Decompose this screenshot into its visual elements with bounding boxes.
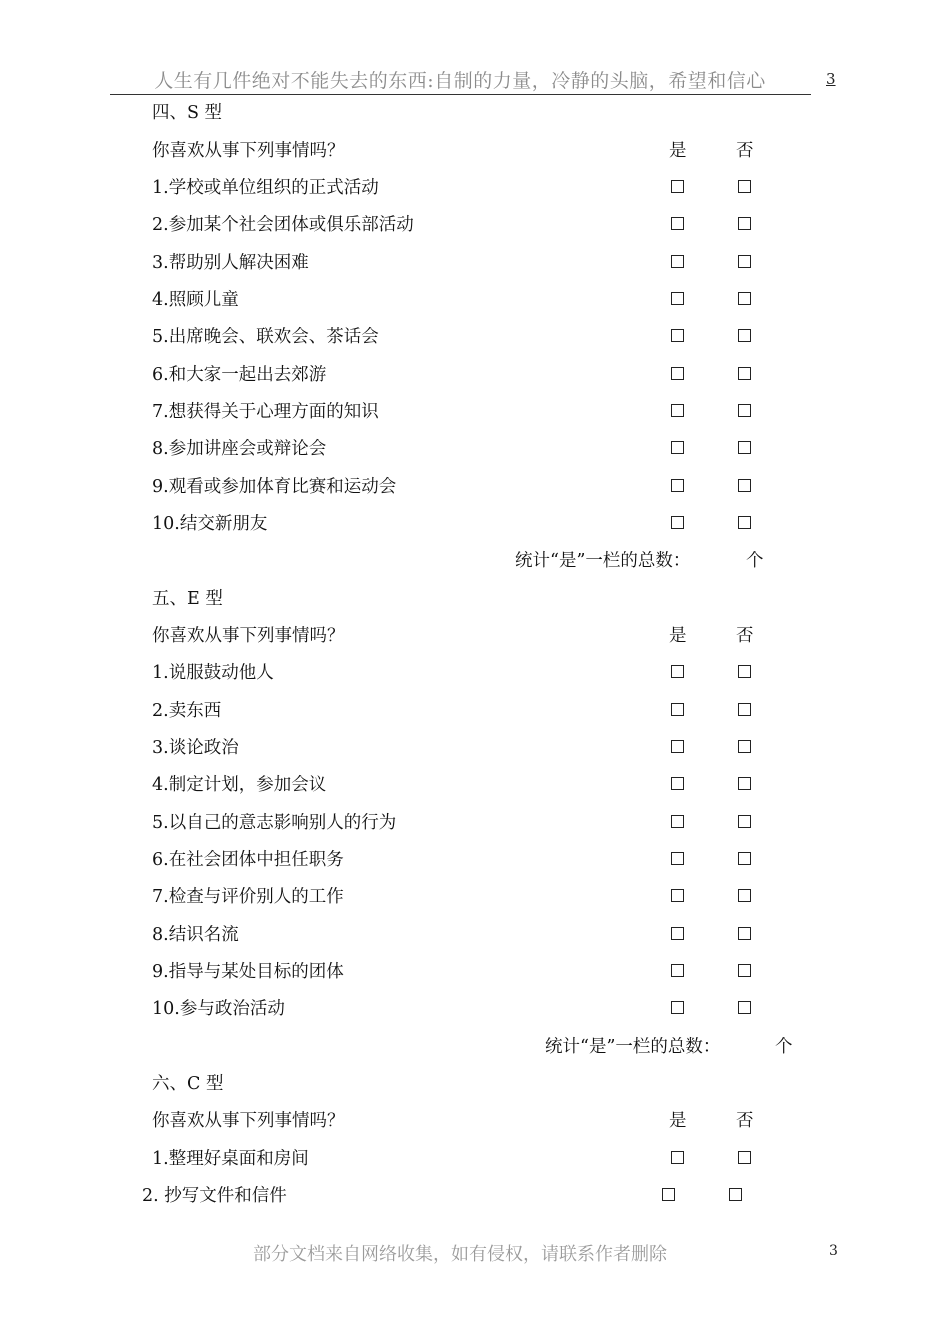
list-item: 10.参与政治活动 xyxy=(152,999,285,1019)
column-no-header: 否 xyxy=(736,626,754,646)
no-checkbox[interactable] xyxy=(738,329,751,342)
column-yes-header: 是 xyxy=(669,626,687,646)
no-checkbox[interactable] xyxy=(738,516,751,529)
column-yes-header: 是 xyxy=(669,141,687,161)
header-divider xyxy=(110,94,811,95)
section-title-s: 四、S 型 xyxy=(152,103,223,123)
section-question-s: 你喜欢从事下列事情吗？ xyxy=(152,141,345,161)
yes-checkbox[interactable] xyxy=(671,1151,684,1164)
yes-checkbox[interactable] xyxy=(671,441,684,454)
section-title-e: 五、E 型 xyxy=(152,589,223,609)
list-item: 4.照顾儿童 xyxy=(152,290,239,310)
footer-notice: 部分文档来自网络收集，如有侵权，请联系作者删除 xyxy=(253,1244,667,1265)
yes-checkbox[interactable] xyxy=(671,927,684,940)
list-item: 2. 抄写文件和信件 xyxy=(142,1186,287,1206)
no-checkbox[interactable] xyxy=(738,703,751,716)
footer-page-number: 3 xyxy=(829,1243,838,1259)
no-checkbox[interactable] xyxy=(738,367,751,380)
no-checkbox[interactable] xyxy=(738,255,751,268)
list-item: 6.和大家一起出去郊游 xyxy=(152,365,327,385)
no-checkbox[interactable] xyxy=(738,964,751,977)
yes-checkbox[interactable] xyxy=(671,964,684,977)
section-title-c: 六、C 型 xyxy=(152,1074,224,1094)
no-checkbox[interactable] xyxy=(738,777,751,790)
list-item: 3.帮助别人解决困难 xyxy=(152,253,309,273)
list-item: 9.指导与某处目标的团体 xyxy=(152,962,344,982)
yes-checkbox[interactable] xyxy=(662,1188,675,1201)
list-item: 8.结识名流 xyxy=(152,925,239,945)
tally-unit: 个 xyxy=(746,551,764,571)
tally-unit: 个 xyxy=(775,1037,793,1057)
list-item: 8.参加讲座会或辩论会 xyxy=(152,439,327,459)
yes-checkbox[interactable] xyxy=(671,479,684,492)
section-question-c: 你喜欢从事下列事情吗？ xyxy=(152,1111,345,1131)
list-item: 10.结交新朋友 xyxy=(152,514,268,534)
tally-label: 统计“是”一栏的总数： xyxy=(515,551,691,571)
no-checkbox[interactable] xyxy=(738,441,751,454)
list-item: 1.说服鼓动他人 xyxy=(152,663,274,683)
header-page-number: 3 xyxy=(826,70,836,88)
list-item: 3.谈论政治 xyxy=(152,738,239,758)
no-checkbox[interactable] xyxy=(738,217,751,230)
yes-checkbox[interactable] xyxy=(671,516,684,529)
yes-checkbox[interactable] xyxy=(671,703,684,716)
yes-checkbox[interactable] xyxy=(671,329,684,342)
list-item: 2.卖东西 xyxy=(152,701,222,721)
list-item: 4.制定计划，参加会议 xyxy=(152,775,327,795)
yes-checkbox[interactable] xyxy=(671,889,684,902)
yes-checkbox[interactable] xyxy=(671,1001,684,1014)
list-item: 1.整理好桌面和房间 xyxy=(152,1149,309,1169)
yes-checkbox[interactable] xyxy=(671,852,684,865)
yes-checkbox[interactable] xyxy=(671,815,684,828)
list-item: 5.出席晚会、联欢会、茶话会 xyxy=(152,327,379,347)
yes-checkbox[interactable] xyxy=(671,777,684,790)
yes-checkbox[interactable] xyxy=(671,404,684,417)
no-checkbox[interactable] xyxy=(738,740,751,753)
list-item: 7.检查与评价别人的工作 xyxy=(152,887,344,907)
list-item: 6.在社会团体中担任职务 xyxy=(152,850,344,870)
yes-checkbox[interactable] xyxy=(671,292,684,305)
yes-checkbox[interactable] xyxy=(671,740,684,753)
yes-checkbox[interactable] xyxy=(671,255,684,268)
list-item: 7.想获得关于心理方面的知识 xyxy=(152,402,379,422)
no-checkbox[interactable] xyxy=(729,1188,742,1201)
list-item: 2.参加某个社会团体或俱乐部活动 xyxy=(152,215,414,235)
column-no-header: 否 xyxy=(736,141,754,161)
yes-checkbox[interactable] xyxy=(671,180,684,193)
column-no-header: 否 xyxy=(736,1111,754,1131)
no-checkbox[interactable] xyxy=(738,479,751,492)
column-yes-header: 是 xyxy=(669,1111,687,1131)
yes-checkbox[interactable] xyxy=(671,367,684,380)
list-item: 9.观看或参加体育比赛和运动会 xyxy=(152,477,397,497)
no-checkbox[interactable] xyxy=(738,292,751,305)
yes-checkbox[interactable] xyxy=(671,665,684,678)
header-quote: 人生有几件绝对不能失去的东西:自制的力量，冷静的头脑，希望和信心 xyxy=(154,70,766,92)
tally-label: 统计“是”一栏的总数： xyxy=(545,1037,721,1057)
no-checkbox[interactable] xyxy=(738,889,751,902)
no-checkbox[interactable] xyxy=(738,180,751,193)
no-checkbox[interactable] xyxy=(738,815,751,828)
no-checkbox[interactable] xyxy=(738,927,751,940)
list-item: 1.学校或单位组织的正式活动 xyxy=(152,178,379,198)
no-checkbox[interactable] xyxy=(738,1151,751,1164)
no-checkbox[interactable] xyxy=(738,1001,751,1014)
no-checkbox[interactable] xyxy=(738,665,751,678)
list-item: 5.以自己的意志影响别人的行为 xyxy=(152,813,397,833)
section-question-e: 你喜欢从事下列事情吗？ xyxy=(152,626,345,646)
yes-checkbox[interactable] xyxy=(671,217,684,230)
no-checkbox[interactable] xyxy=(738,852,751,865)
no-checkbox[interactable] xyxy=(738,404,751,417)
